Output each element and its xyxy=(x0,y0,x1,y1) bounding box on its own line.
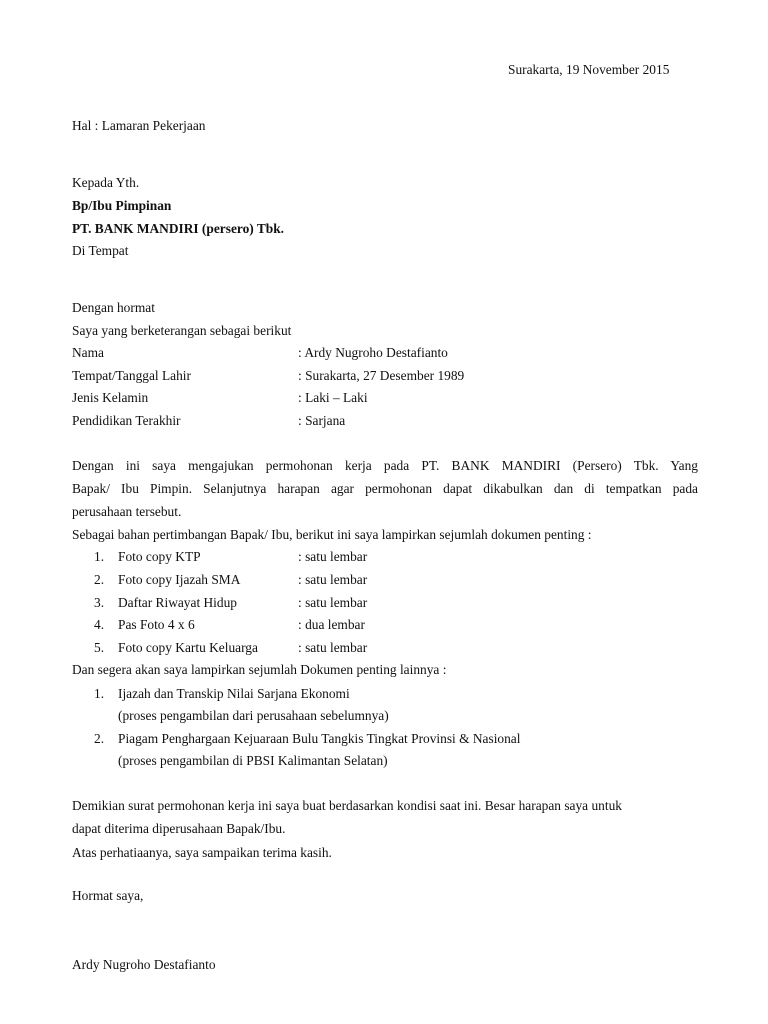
salutation: Dengan hormat xyxy=(72,300,155,315)
letter-date: Surakarta, 19 November 2015 xyxy=(508,62,670,77)
identity-label: Jenis Kelamin xyxy=(72,390,149,405)
document-name: Foto copy Kartu Keluarga xyxy=(118,640,258,655)
identity-value: : Sarjana xyxy=(298,413,346,428)
pending-intro: Dan segera akan saya lampirkan sejumlah Dokumen penting lainnya : xyxy=(72,662,447,677)
closing-line-1: Demikian surat permohonan kerja ini saya buat berdasarkan kondisi saat ini. Besar harapan saya untuk xyxy=(72,798,622,813)
document-qty: : satu lembar xyxy=(298,595,368,610)
intro-line: Saya yang berketerangan sebagai berikut xyxy=(72,323,292,338)
document-name: Daftar Riwayat Hidup xyxy=(118,595,237,610)
pending-name: Ijazah dan Transkip Nilai Sarjana Ekonomi xyxy=(118,686,350,701)
document-name: Pas Foto 4 x 6 xyxy=(118,617,195,632)
list-number: 1. xyxy=(94,686,105,701)
document-qty: : satu lembar xyxy=(298,572,368,587)
list-number: 3. xyxy=(94,595,105,610)
list-number: 4. xyxy=(94,617,105,632)
identity-value: : Ardy Nugroho Destafianto xyxy=(298,345,448,360)
identity-value: : Laki – Laki xyxy=(298,390,368,405)
identity-label: Nama xyxy=(72,345,104,360)
list-number: 1. xyxy=(94,549,105,564)
document-name: Foto copy KTP xyxy=(118,549,201,564)
closing-line-2: dapat diterima diperusahaan Bapak/Ibu. xyxy=(72,821,286,836)
body-line-3: perusahaan tersebut. xyxy=(72,504,182,519)
identity-label: Pendidikan Terakhir xyxy=(72,413,181,428)
document-qty: : satu lembar xyxy=(298,640,368,655)
identity-value: : Surakarta, 27 Desember 1989 xyxy=(298,368,465,383)
document-qty: : dua lembar xyxy=(298,617,365,632)
recipient-title: Bp/Ibu Pimpinan xyxy=(72,198,172,213)
signer-name: Ardy Nugroho Destafianto xyxy=(72,957,216,972)
subject-line: Hal : Lamaran Pekerjaan xyxy=(72,118,206,133)
body-line-1: Dengan ini saya mengajukan permohonan kerja pada PT. BANK MANDIRI (Persero) Tbk. Yang xyxy=(72,458,698,473)
list-number: 2. xyxy=(94,731,105,746)
document-name: Foto copy Ijazah SMA xyxy=(118,572,241,587)
list-number: 2. xyxy=(94,572,105,587)
pending-note: (proses pengambilan di PBSI Kalimantan Selatan) xyxy=(118,753,388,768)
identity-label: Tempat/Tanggal Lahir xyxy=(72,368,191,383)
document-qty: : satu lembar xyxy=(298,549,368,564)
pending-name: Piagam Penghargaan Kejuaraan Bulu Tangkis Tingkat Provinsi & Nasional xyxy=(118,731,521,746)
recipient-place: Di Tempat xyxy=(72,243,129,258)
sign-off: Hormat saya, xyxy=(72,888,144,903)
list-number: 5. xyxy=(94,640,105,655)
recipient-greeting: Kepada Yth. xyxy=(72,175,140,190)
closing-line-3: Atas perhatiaanya, saya sampaikan terima kasih. xyxy=(72,845,332,860)
recipient-company: PT. BANK MANDIRI (persero) Tbk. xyxy=(72,221,285,236)
body-line-2: Bapak/ Ibu Pimpin. Selanjutnya harapan agar permohonan dapat dikabulkan dan di tempatkan pada xyxy=(72,481,698,496)
attachment-intro: Sebagai bahan pertimbangan Bapak/ Ibu, berikut ini saya lampirkan sejumlah dokumen penting : xyxy=(72,527,592,542)
pending-note: (proses pengambilan dari perusahaan sebelumnya) xyxy=(118,708,389,723)
